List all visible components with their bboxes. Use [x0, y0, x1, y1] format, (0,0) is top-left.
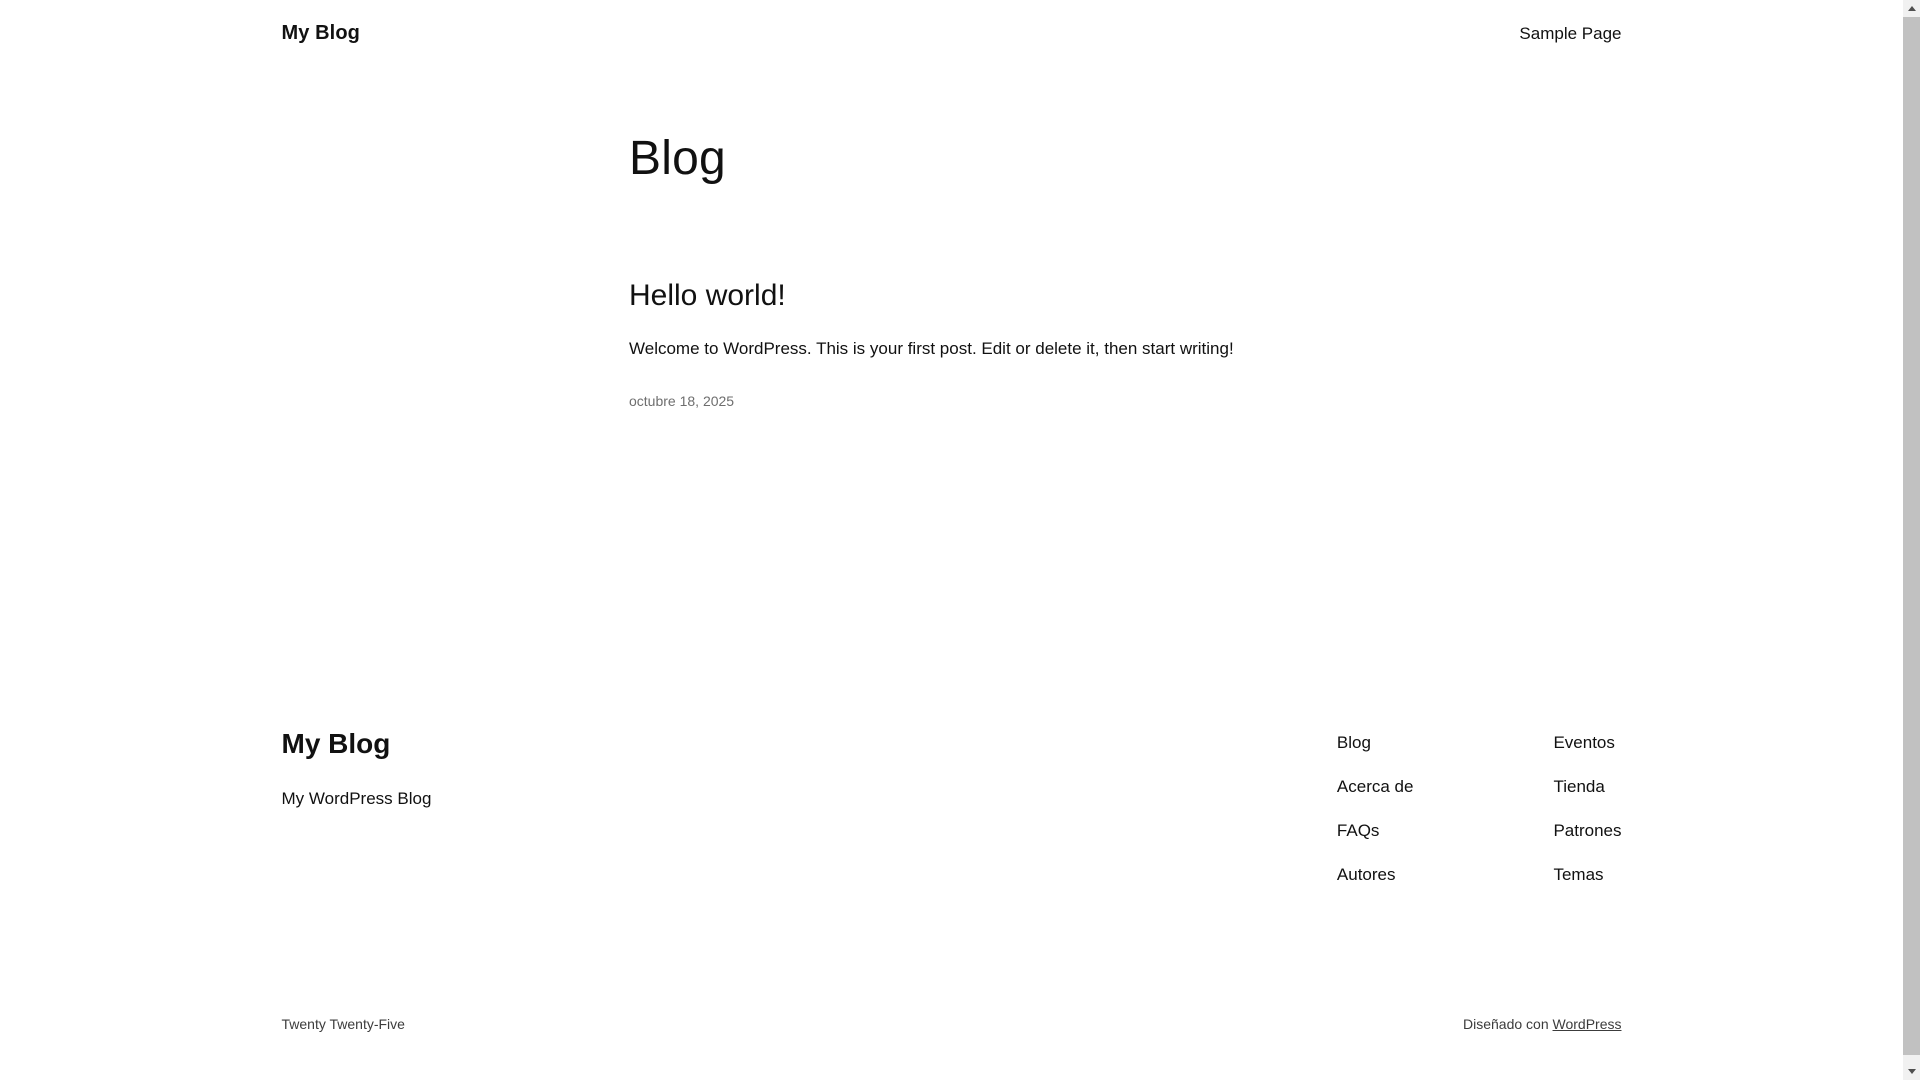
footer-link-acerca-de[interactable]: Acerca de [1336, 777, 1414, 797]
footer-link-blog[interactable]: Blog [1336, 733, 1371, 753]
post-date: octubre 18, 2025 [629, 392, 735, 409]
footer-nav-item [1553, 733, 1621, 753]
footer-nav-item [1337, 733, 1414, 753]
wordpress-link[interactable]: WordPress [1552, 1016, 1622, 1033]
footer-site-title-link[interactable]: My Blog [281, 728, 391, 760]
footer-link-faqs[interactable]: FAQs [1336, 821, 1380, 841]
scroll-down-button[interactable] [1903, 1063, 1920, 1080]
post-excerpt: Welcome to WordPress. This is your first post. Edit or delete it, then start writing! [629, 339, 1234, 359]
site-footer [0, 727, 1903, 1061]
vertical-scrollbar[interactable] [1903, 0, 1920, 1080]
footer-link-tienda[interactable]: Tienda [1553, 777, 1605, 797]
footer-nav [1337, 733, 1622, 885]
designed-with-credit [1463, 1015, 1622, 1035]
footer-link-temas[interactable]: Temas [1553, 865, 1604, 885]
post-title-link[interactable]: Hello world! [629, 279, 786, 313]
main-content [0, 131, 1903, 411]
footer-link-autores[interactable]: Autores [1336, 865, 1396, 885]
nav-item-sample-page[interactable]: Sample Page [1519, 23, 1622, 43]
scroll-up-button[interactable] [1903, 0, 1920, 17]
theme-name: Twenty Twenty-Five [281, 1016, 405, 1033]
footer-branding [282, 727, 432, 810]
footer-nav-item [1337, 821, 1414, 841]
footer-nav-item [1553, 865, 1621, 885]
header-nav [1519, 24, 1621, 44]
footer-nav-column-1 [1337, 733, 1414, 885]
credit-prefix: Diseñado con [1463, 1016, 1549, 1033]
arrow-down-icon [1908, 1069, 1916, 1074]
footer-link-patrones[interactable]: Patrones [1553, 821, 1622, 841]
site-header [282, 0, 1622, 45]
footer-nav-item [1553, 821, 1621, 841]
site-title-link[interactable]: My Blog [281, 22, 360, 44]
post-item [629, 278, 1274, 411]
footer-nav-column-2 [1553, 733, 1621, 885]
footer-nav-item [1337, 865, 1414, 885]
arrow-up-icon [1908, 6, 1916, 11]
footer-link-eventos[interactable]: Eventos [1553, 733, 1615, 753]
footer-tagline: My WordPress Blog [281, 788, 432, 808]
post-title [629, 278, 1274, 314]
footer-nav-item [1337, 777, 1414, 797]
footer-nav-item [1553, 777, 1621, 797]
page-title: Blog [629, 132, 726, 185]
scrollbar-thumb[interactable] [1903, 17, 1920, 1055]
